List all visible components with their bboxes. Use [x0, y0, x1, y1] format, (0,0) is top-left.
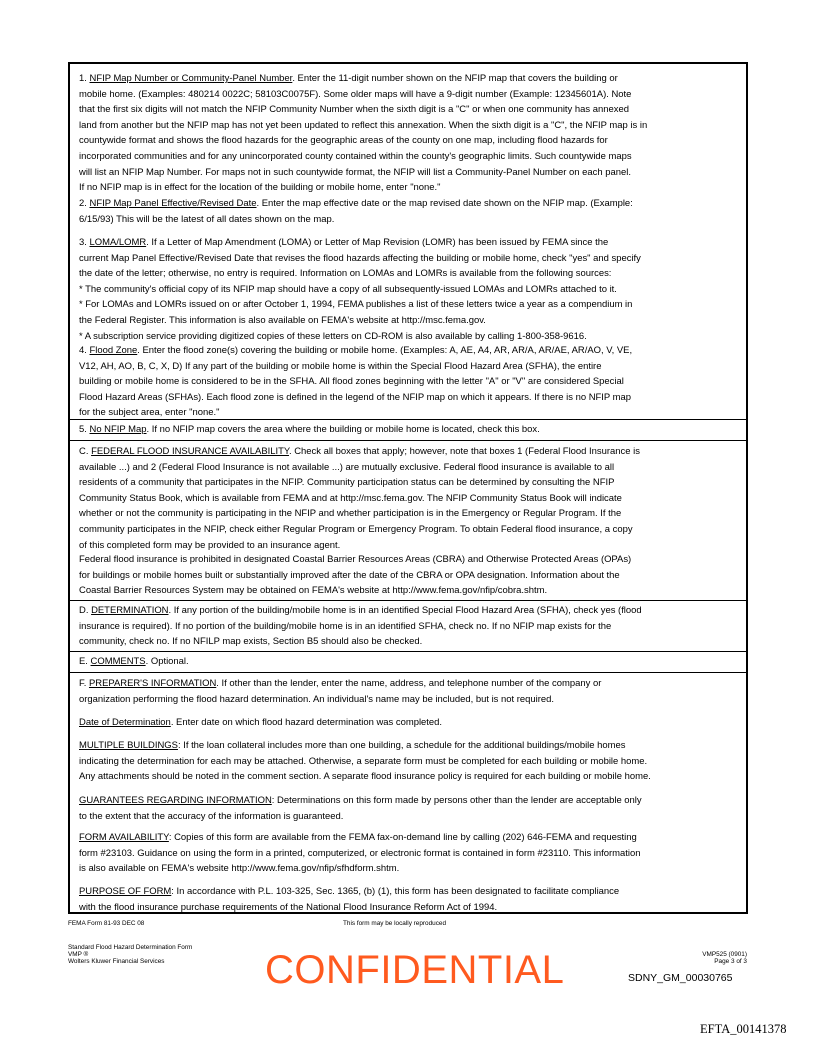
- section-text: Any attachments should be noted in the comment section. A separate flood insurance policy is required for each building or mobile home.: [79, 771, 651, 783]
- section-text: . Check all boxes that apply; however, note that boxes 1 (Federal Flood Insurance is: [288, 446, 640, 457]
- section-line: [79, 343, 745, 359]
- section-number: E.: [79, 656, 91, 667]
- section-text: * For LOMAs and LOMRs issued on or after October 1, 1994, FEMA publishes a list of these letters twice a year as a compendium in: [79, 299, 633, 311]
- section-text: for the subject area, enter "none.": [79, 407, 220, 419]
- section-heading: FORM AVAILABILITY: [79, 832, 169, 843]
- section-line: [79, 676, 745, 692]
- section-text: available ...) and 2 (Federal Flood Insurance is not available ...) are mutually exclusive. Federal flood insurance is available to all: [79, 461, 615, 473]
- std-form-line1: Standard Flood Hazard Determination Form: [68, 944, 193, 951]
- section-heading: MULTIPLE BUILDINGS: [79, 740, 178, 751]
- section-line: [79, 830, 745, 846]
- section-line: [79, 329, 745, 345]
- section-flood-zone: [79, 343, 745, 421]
- section-text: . If a Letter of Map Amendment (LOMA) or Letter of Map Revision (LOMR) has been issued by FEMA since the: [146, 237, 609, 248]
- section-number: F.: [79, 678, 89, 689]
- section-line: [79, 552, 745, 568]
- section-line: [79, 754, 745, 770]
- section-text: If no NFIP map is in effect for the location of the building or mobile home, enter "none.": [79, 182, 441, 194]
- form-number: FEMA Form 81-93 DEC 08: [68, 920, 145, 927]
- section-line: [79, 390, 745, 406]
- section-line: [79, 861, 745, 877]
- section-heading: DETERMINATION: [91, 605, 169, 616]
- section-line: [79, 475, 745, 491]
- section-multiple-buildings: [79, 738, 745, 785]
- section-loma-lomr: [79, 235, 745, 344]
- section-line: [79, 71, 745, 87]
- section-text: . Enter the flood zone(s) covering the building or mobile home. (Examples: A, AE, A4, AR, AR/A, AR/AE, AR/AO, V, VE,: [137, 345, 633, 356]
- section-line: [79, 692, 745, 708]
- section-text: . If no NFIP map covers the area where the building or mobile home is located, check this box.: [146, 424, 540, 435]
- section-heading: Date of Determination: [79, 717, 171, 728]
- section-line: [79, 266, 745, 282]
- section-line: [79, 884, 745, 900]
- section-heading: GUARANTEES REGARDING INFORMATION: [79, 795, 272, 806]
- section-text: indicating the determination for each may be attached. Otherwise, a separate form must be completed for each building or mobile home.: [79, 755, 648, 767]
- section-heading: LOMA/LOMR: [89, 237, 147, 248]
- section-text: . If other than the lender, enter the name, address, and telephone number of the company or: [216, 678, 602, 689]
- section-number: C.: [79, 446, 92, 457]
- section-text: with the flood insurance purchase requirements of the National Flood Insurance Reform Act of 1994.: [79, 901, 498, 913]
- section-text: : In accordance with P.L. 103-325, Sec. 1365, (b) (1), this form has been designated to facilitate compliance: [171, 886, 620, 897]
- section-panel-date: [79, 196, 745, 227]
- section-text: . Optional.: [145, 656, 189, 667]
- efta-number: EFTA_00141378: [700, 1022, 787, 1036]
- section-line: [79, 297, 745, 313]
- section-heading: PURPOSE OF FORM: [79, 886, 172, 897]
- section-line: [79, 506, 745, 522]
- section-text: . Enter the map effective date or the map revised date shown on the NFIP map. (Example:: [256, 198, 633, 209]
- section-line: [79, 149, 745, 165]
- section-form-availability: [79, 830, 745, 877]
- section-determination: [79, 603, 745, 650]
- section-purpose: [79, 884, 745, 915]
- section-line: [79, 769, 745, 785]
- section-line: [79, 583, 745, 599]
- section-text: mobile home. (Examples: 480214 0022C; 58103C0075F). Some older maps will have a 9-digit number (Example: 12345601A). Note: [79, 88, 632, 100]
- section-text: . If any portion of the building/mobile home is in an identified Special Flood Hazard Area (SFHA), check yes (flood: [168, 605, 642, 616]
- section-number: 5.: [79, 424, 90, 435]
- section-line: [79, 374, 745, 390]
- section-line: [79, 422, 745, 438]
- section-text: * The community's official copy of its NFIP map should have a copy of all subsequently-issued LOMAs and LOMRs attached to it.: [79, 283, 617, 295]
- section-availability: [79, 444, 745, 553]
- vmp-mark: VMP ®: [68, 951, 89, 958]
- section-number: 4.: [79, 345, 90, 356]
- divider: [70, 440, 746, 441]
- section-comments: [79, 654, 745, 670]
- section-text: organization performing the flood hazard determination. An individual's name may be included, but is not required.: [79, 693, 555, 705]
- section-line: [79, 235, 745, 251]
- confidential-stamp: CONFIDENTIAL: [265, 948, 565, 992]
- section-heading: COMMENTS: [90, 656, 146, 667]
- bates-number: SDNY_GM_00030765: [628, 972, 733, 984]
- section-text: building or mobile home is considered to be in the SFHA. All flood zones beginning with the letter "A" or "V" are considered Special: [79, 376, 624, 388]
- section-text: . Enter the 11-digit number shown on the NFIP map that covers the building or: [292, 73, 618, 84]
- section-number: D.: [79, 605, 92, 616]
- section-line: [79, 251, 745, 267]
- section-heading: NFIP Map Number or Community-Panel Number: [89, 73, 293, 84]
- section-line: [79, 87, 745, 103]
- section-preparer: [79, 676, 745, 707]
- section-no-nfip-map: [79, 422, 745, 438]
- section-line: [79, 460, 745, 476]
- section-text: : If the loan collateral includes more than one building, a schedule for the additional buildings/mobile homes: [177, 740, 626, 751]
- section-line: [79, 313, 745, 329]
- section-text: V12, AH, AO, B, C, X, D) If any part of the building or mobile home is within the Special Flood Hazard Area (SFHA), the entire: [79, 360, 602, 372]
- section-line: [79, 654, 745, 670]
- section-text: : Determinations on this form made by persons other than the lender are acceptable only: [271, 795, 642, 806]
- divider: [70, 419, 746, 420]
- section-line: [79, 809, 745, 825]
- section-line: [79, 522, 745, 538]
- section-number: 1.: [79, 73, 90, 84]
- section-line: [79, 634, 745, 650]
- section-text: countywide format and shows the flood hazards for the geographic areas of the county on one map, including flood hazards for: [79, 135, 608, 147]
- section-line: [79, 212, 745, 228]
- section-text: form #23103. Guidance on using the form in a printed, computerized, or electronic format is contained in form #23110. This information: [79, 847, 641, 859]
- section-heading: PREPARER'S INFORMATION: [88, 678, 217, 689]
- section-line: [79, 619, 745, 635]
- section-text: is also available on FEMA's website http://www.fema.gov/nfip/sfhdform.shtm.: [79, 863, 400, 875]
- section-text: Flood Hazard Areas (SFHAs). Each flood zone is defined in the legend of the NFIP map on which it appears. If there is no NFIP map: [79, 391, 632, 403]
- section-line: [79, 102, 745, 118]
- section-line: [79, 359, 745, 375]
- section-map-number: [79, 71, 745, 196]
- vmp-code: VMP525 (0901): [702, 951, 747, 958]
- section-line: [79, 491, 745, 507]
- section-text: the Federal Register. This information is also available on FEMA's website at http://msc.fema.gov.: [79, 314, 486, 326]
- section-line: [79, 900, 745, 916]
- section-text: : Copies of this form are available from the FEMA fax-on-demand line by calling (202) 646-FEMA and requesting: [168, 832, 637, 843]
- section-line: [79, 738, 745, 754]
- section-line: [79, 568, 745, 584]
- section-number: 2.: [79, 198, 90, 209]
- section-text: residents of a community that participates in the NFIP. Community participation status can be determined by consulting the NFIP: [79, 477, 615, 489]
- reproduced-note: This form may be locally reproduced: [343, 920, 447, 927]
- section-text: incorporated communities and for any unincorporated county contained within the county's geographic limits. Such countywide maps: [79, 150, 632, 162]
- section-line: [79, 180, 745, 196]
- section-line: [79, 715, 745, 731]
- section-line: [79, 118, 745, 134]
- section-heading: FEDERAL FLOOD INSURANCE AVAILABILITY: [91, 446, 289, 457]
- section-line: [79, 538, 745, 554]
- section-line: [79, 444, 745, 460]
- section-text: whether or not the community is participating in the NFIP and whether participation is in the Emergency or Regular Program. If the: [79, 508, 622, 520]
- section-text: Community Status Book, which is available from FEMA and at http://msc.fema.gov. The NFIP Community Status Book will indicate: [79, 492, 622, 504]
- page-number: Page 3 of 3: [714, 958, 747, 965]
- section-line: [79, 196, 745, 212]
- section-heading: Flood Zone: [89, 345, 138, 356]
- section-cbra: [79, 552, 745, 599]
- section-text: insurance is required). If no portion of the building/mobile home is in an identified SFHA, check no. If no NFIP map exists for the: [79, 620, 612, 632]
- section-number: 3.: [79, 237, 90, 248]
- divider: [70, 672, 746, 673]
- section-heading: NFIP Map Panel Effective/Revised Date: [89, 198, 257, 209]
- section-text: to the extent that the accuracy of the information is guaranteed.: [79, 810, 344, 822]
- section-text: the date of the letter; otherwise, no entry is required. Information on LOMAs and LOMRs is available from the following sources:: [79, 268, 612, 280]
- section-text: . Enter date on which flood hazard determination was completed.: [170, 717, 443, 728]
- section-text: community participates in the NFIP, check either Regular Program or Emergency Program. To obtain Federal flood insurance, a copy: [79, 523, 633, 535]
- section-text: * A subscription service providing digitized copies of these letters on CD-ROM is also available by calling 1-800-358-9616.: [79, 330, 587, 342]
- section-text: Coastal Barrier Resources System may be obtained on FEMA's website at http://www.fema.gov/nfip/cobra.shtm.: [79, 585, 548, 597]
- section-line: [79, 133, 745, 149]
- section-line: [79, 282, 745, 298]
- section-line: [79, 846, 745, 862]
- section-guarantees: [79, 793, 745, 824]
- section-text: that the first six digits will not match the NFIP Community Number when the sixth digit is a "C" or when one community has annexed: [79, 104, 629, 116]
- section-text: community, check no. If no NFILP map exists, Section B5 should also be checked.: [79, 636, 423, 648]
- section-text: for buildings or mobile homes built or substantially improved after the date of the CBRA or OPA designation. Information about the: [79, 569, 620, 581]
- section-text: will list an NFIP Map Number. For maps not in such countywide format, the NFIP will list a Community-Panel Number on each panel.: [79, 166, 631, 178]
- section-text: of this completed form may be provided to an insurance agent.: [79, 539, 341, 551]
- publisher: Wolters Kluwer Financial Services: [68, 958, 165, 965]
- section-text: Federal flood insurance is prohibited in designated Coastal Barrier Resources Areas (CBRA) and Otherwise Protected Areas (OPAs): [79, 554, 632, 565]
- divider: [70, 600, 746, 601]
- section-heading: No NFIP Map: [89, 424, 147, 435]
- section-text: current Map Panel Effective/Revised Date that revises the flood hazards affecting the building or mobile home, check "yes" and specify: [79, 252, 641, 264]
- section-text: land from another but the NFIP map has not yet been updated to reflect this annexation. When the sixth digit is a "C", the NFIP map is in: [79, 119, 648, 131]
- section-line: [79, 603, 745, 619]
- section-date-of-determination: [79, 715, 745, 731]
- section-line: [79, 793, 745, 809]
- section-text: 6/15/93) This will be the latest of all dates shown on the map.: [79, 213, 335, 225]
- divider: [70, 651, 746, 652]
- section-line: [79, 165, 745, 181]
